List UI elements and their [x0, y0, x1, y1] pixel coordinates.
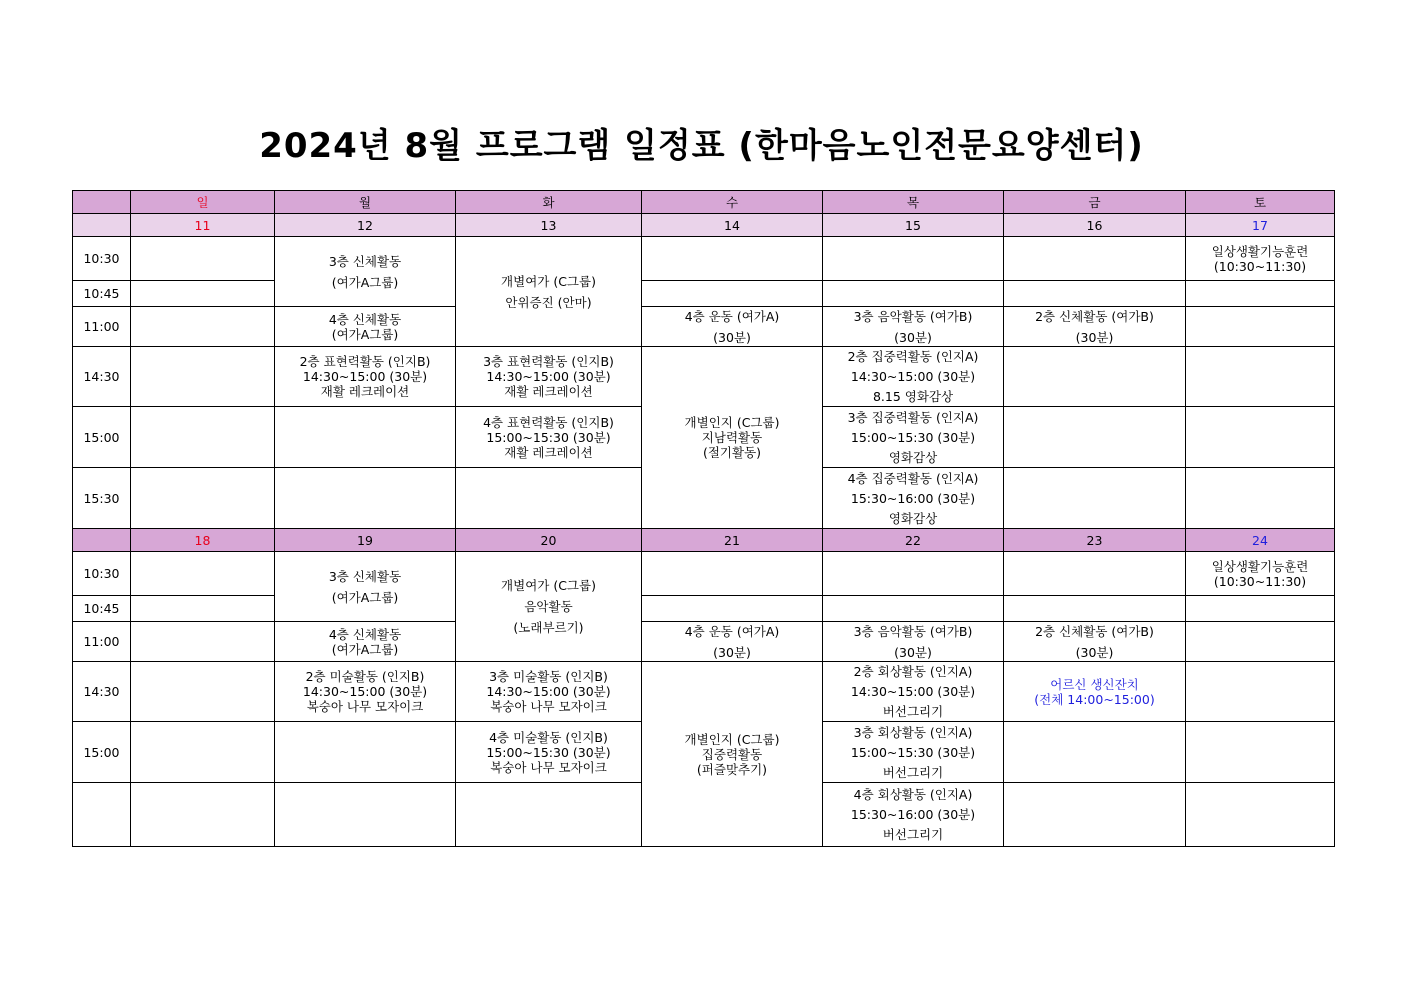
schedule-cell [1004, 468, 1186, 529]
schedule-cell [275, 662, 456, 722]
activity-text: 2층 신체활동 (여가B) [1035, 623, 1154, 639]
schedule-cell [1004, 347, 1186, 407]
date-cell: 21 [642, 529, 823, 552]
schedule-cell [642, 307, 823, 347]
activity-text: (여가A그룹) [331, 641, 399, 657]
activity-text: 4층 표현력활동 (인지B) [483, 414, 614, 430]
time-row-1430 [73, 662, 1335, 722]
schedule-cell [131, 622, 275, 662]
time-label: 11:00 [73, 307, 131, 347]
schedule-cell [1004, 237, 1186, 281]
activity-text: 3층 음악활동 (여가B) [853, 623, 973, 639]
schedule-cell [1186, 407, 1335, 468]
time-row-1030 [73, 237, 1335, 281]
activity-text: 복숭아 나무 모자이크 [490, 699, 607, 714]
schedule-cell [823, 237, 1004, 281]
schedule-cell [1186, 468, 1335, 529]
activity-text: 15:30~16:00 (30분) [850, 490, 976, 506]
schedule-cell [1186, 307, 1335, 347]
time-label: 10:30 [73, 237, 131, 281]
activity-text: 어르신 생신잔치 [1050, 676, 1139, 692]
schedule-cell [131, 281, 275, 307]
activity-text: (전체 14:00~15:00) [1034, 691, 1155, 707]
date-row [73, 529, 1335, 552]
schedule-cell [823, 468, 1004, 529]
date-cell: 14 [642, 214, 823, 237]
activity-text: 2층 신체활동 (여가B) [1035, 308, 1154, 324]
date-cell: 16 [1004, 214, 1186, 237]
date-cell: 22 [823, 529, 1004, 552]
time-row-1045 [73, 596, 1335, 622]
activity-text: (30분) [894, 644, 932, 660]
schedule-cell [1186, 783, 1335, 847]
activity-text: 14:30~15:00 (30분) [486, 369, 611, 384]
time-label: 15:00 [73, 407, 131, 468]
activity-text: 영화감상 [888, 510, 938, 526]
activity-text: 3층 미술활동 (인지B) [489, 669, 608, 684]
schedule-cell [823, 662, 1004, 722]
date-corner [73, 529, 131, 552]
schedule-cell [456, 468, 642, 529]
activity-text: (여가A그룹) [331, 274, 399, 290]
activity-text: 일상생활기능훈련 [1211, 243, 1309, 259]
schedule-table [72, 190, 1335, 847]
activity-text: (절기활동) [702, 445, 762, 460]
activity-text: 14:30~15:00 (30분) [850, 684, 976, 699]
date-cell: 13 [456, 214, 642, 237]
schedule-cell [1186, 281, 1335, 307]
activity-text: 4층 신체활동 [328, 626, 402, 642]
schedule-cell [1004, 407, 1186, 468]
date-cell: 11 [131, 214, 275, 237]
schedule-cell [456, 552, 642, 662]
schedule-cell [275, 407, 456, 468]
date-cell: 19 [275, 529, 456, 552]
schedule-cell [275, 722, 456, 783]
activity-text: (여가A그룹) [331, 326, 399, 342]
date-cell: 18 [131, 529, 275, 552]
activity-text: (여가A그룹) [331, 589, 399, 605]
activity-text: (30분) [1075, 329, 1114, 345]
schedule-cell [1186, 722, 1335, 783]
schedule-cell [1004, 662, 1186, 722]
activity-text: (10:30~11:30) [1213, 258, 1307, 274]
activity-text: (30분) [1075, 644, 1114, 660]
schedule-cell [1004, 783, 1186, 847]
time-label: 11:00 [73, 622, 131, 662]
activity-text: 재활 레크레이션 [504, 384, 593, 399]
schedule-cell [275, 622, 456, 662]
activity-text: 개별여가 (C그룹) [501, 273, 596, 289]
schedule-cell [823, 307, 1004, 347]
schedule-cell [131, 407, 275, 468]
activity-text: (퍼즐맞추기) [696, 761, 768, 777]
time-label: 15:00 [73, 722, 131, 783]
schedule-cell [823, 783, 1004, 847]
activity-text: 4층 집중력활동 (인지A) [847, 470, 979, 486]
weekday-wed: 수 [642, 191, 823, 214]
time-row-1030 [73, 552, 1335, 596]
schedule-cell [131, 552, 275, 596]
activity-text: (30분) [894, 329, 932, 345]
schedule-cell [456, 662, 642, 722]
weekday-sat: 토 [1186, 191, 1335, 214]
schedule-cell [456, 722, 642, 783]
time-row-1430 [73, 347, 1335, 407]
time-label: 15:30 [73, 468, 131, 529]
activity-text: 15:30~16:00 (30분) [850, 807, 976, 822]
time-label: 10:30 [73, 552, 131, 596]
schedule-cell [823, 281, 1004, 307]
schedule-cell [1004, 552, 1186, 596]
schedule-cell [131, 662, 275, 722]
date-corner [73, 214, 131, 237]
schedule-cell [1004, 307, 1186, 347]
schedule-cell [275, 468, 456, 529]
activity-text: 일상생활기능훈련 [1211, 558, 1309, 574]
activity-text: 2층 집중력활동 (인지A) [847, 349, 979, 364]
weekday-fri: 금 [1004, 191, 1186, 214]
activity-text: 14:30~15:00 (30분) [850, 369, 976, 384]
time-label: 10:45 [73, 596, 131, 622]
schedule-cell [642, 662, 823, 847]
activity-text: 4층 미술활동 (인지B) [489, 729, 608, 745]
schedule-cell [642, 552, 823, 596]
activity-text: 버선그리기 [882, 764, 944, 780]
activity-text: 3층 집중력활동 (인지A) [847, 409, 979, 425]
activity-text: 지남력활동 [701, 430, 763, 445]
activity-text: 영화감상 [888, 449, 938, 465]
corner-cell [73, 191, 131, 214]
activity-text: 14:30~15:00 (30분) [302, 684, 428, 699]
activity-text: 4층 운동 (여가A) [684, 623, 780, 639]
schedule-cell [1186, 347, 1335, 407]
schedule-cell [1004, 722, 1186, 783]
schedule-cell [1186, 552, 1335, 596]
activity-text: 음악활동 [524, 599, 573, 614]
schedule-cell [1186, 596, 1335, 622]
schedule-cell [642, 622, 823, 662]
schedule-cell [823, 622, 1004, 662]
time-label: 10:45 [73, 281, 131, 307]
weekday-thu: 목 [823, 191, 1004, 214]
date-cell: 23 [1004, 529, 1186, 552]
schedule-cell [275, 307, 456, 347]
schedule-cell [131, 596, 275, 622]
schedule-cell [642, 237, 823, 281]
activity-text: 2층 회상활동 (인지A) [853, 664, 973, 679]
activity-text: 3층 신체활동 [328, 253, 402, 269]
activity-text: 3층 음악활동 (여가B) [853, 308, 973, 324]
weekday-sun: 일 [131, 191, 275, 214]
schedule-cell [131, 347, 275, 407]
activity-text: (30분) [713, 329, 751, 345]
activity-text: 15:00~15:30 (30분) [486, 744, 611, 760]
schedule-cell [456, 347, 642, 407]
schedule-cell [275, 783, 456, 847]
activity-text: 개별인지 (C그룹) [684, 415, 780, 430]
date-cell: 15 [823, 214, 1004, 237]
activity-text: 4층 신체활동 [328, 311, 402, 327]
time-row-1100 [73, 307, 1335, 347]
time-label: 14:30 [73, 662, 131, 722]
schedule-cell [131, 307, 275, 347]
schedule-cell [1004, 596, 1186, 622]
schedule-cell [1186, 662, 1335, 722]
activity-text: 개별여가 (C그룹) [501, 578, 596, 593]
activity-text: 4층 회상활동 (인지A) [853, 787, 973, 802]
schedule-cell [456, 237, 642, 347]
activity-text: 재활 레크레이션 [504, 444, 593, 460]
time-row-1100 [73, 622, 1335, 662]
schedule-cell [823, 722, 1004, 783]
schedule-cell [1004, 622, 1186, 662]
activity-text: (10:30~11:30) [1213, 573, 1307, 589]
activity-text: 버선그리기 [882, 827, 944, 842]
activity-text: 2층 표현력활동 (인지B) [299, 354, 431, 369]
schedule-cell [1004, 281, 1186, 307]
schedule-cell [642, 347, 823, 529]
weekday-header-row [73, 191, 1335, 214]
schedule-cell [642, 596, 823, 622]
schedule-cell [131, 783, 275, 847]
schedule-cell [456, 407, 642, 468]
activity-text: 14:30~15:00 (30분) [486, 684, 611, 699]
page-title: 2024년 8월 프로그램 일정표 (한마음노인전문요양센터) [259, 126, 1144, 166]
activity-text: 버선그리기 [882, 704, 944, 719]
schedule-cell [275, 552, 456, 622]
date-cell: 12 [275, 214, 456, 237]
activity-text: 집중력활동 [701, 746, 763, 762]
activity-text: 3층 회상활동 (인지A) [853, 724, 973, 740]
schedule-cell [823, 407, 1004, 468]
date-row [73, 214, 1335, 237]
schedule-cell [456, 783, 642, 847]
date-cell: 24 [1186, 529, 1335, 552]
activity-text: 복숭아 나무 모자이크 [490, 759, 607, 775]
schedule-cell [275, 237, 456, 307]
activity-text: 8.15 영화감상 [872, 389, 954, 404]
schedule-cell [131, 722, 275, 783]
weekday-mon: 월 [275, 191, 456, 214]
schedule-cell [1186, 622, 1335, 662]
activity-text: (30분) [713, 644, 751, 660]
time-label: 14:30 [73, 347, 131, 407]
activity-text: 3층 신체활동 [328, 568, 402, 584]
activity-text: 3층 표현력활동 (인지B) [483, 354, 614, 369]
schedule-cell [823, 596, 1004, 622]
date-cell: 20 [456, 529, 642, 552]
time-row-1045 [73, 281, 1335, 307]
schedule-cell [823, 347, 1004, 407]
schedule-cell [131, 237, 275, 281]
activity-text: 안위증진 (안마) [505, 294, 592, 310]
activity-text: 15:00~15:30 (30분) [850, 744, 976, 760]
time-label [73, 783, 131, 847]
activity-text: 재활 레크레이션 [320, 384, 410, 399]
schedule-cell [131, 468, 275, 529]
date-cell: 17 [1186, 214, 1335, 237]
schedule-cell [642, 281, 823, 307]
activity-text: 2층 미술활동 (인지B) [305, 669, 425, 684]
activity-text: 개별인지 (C그룹) [684, 731, 780, 747]
schedule-cell [275, 347, 456, 407]
activity-text: 14:30~15:00 (30분) [302, 369, 428, 384]
activity-text: 4층 운동 (여가A) [684, 308, 780, 324]
weekday-tue: 화 [456, 191, 642, 214]
activity-text: 복숭아 나무 모자이크 [306, 699, 424, 714]
schedule-cell [823, 552, 1004, 596]
activity-text: 15:00~15:30 (30분) [486, 429, 611, 445]
activity-text: (노래부르기) [513, 620, 584, 635]
activity-text: 15:00~15:30 (30분) [850, 429, 976, 445]
schedule-cell [1186, 237, 1335, 281]
